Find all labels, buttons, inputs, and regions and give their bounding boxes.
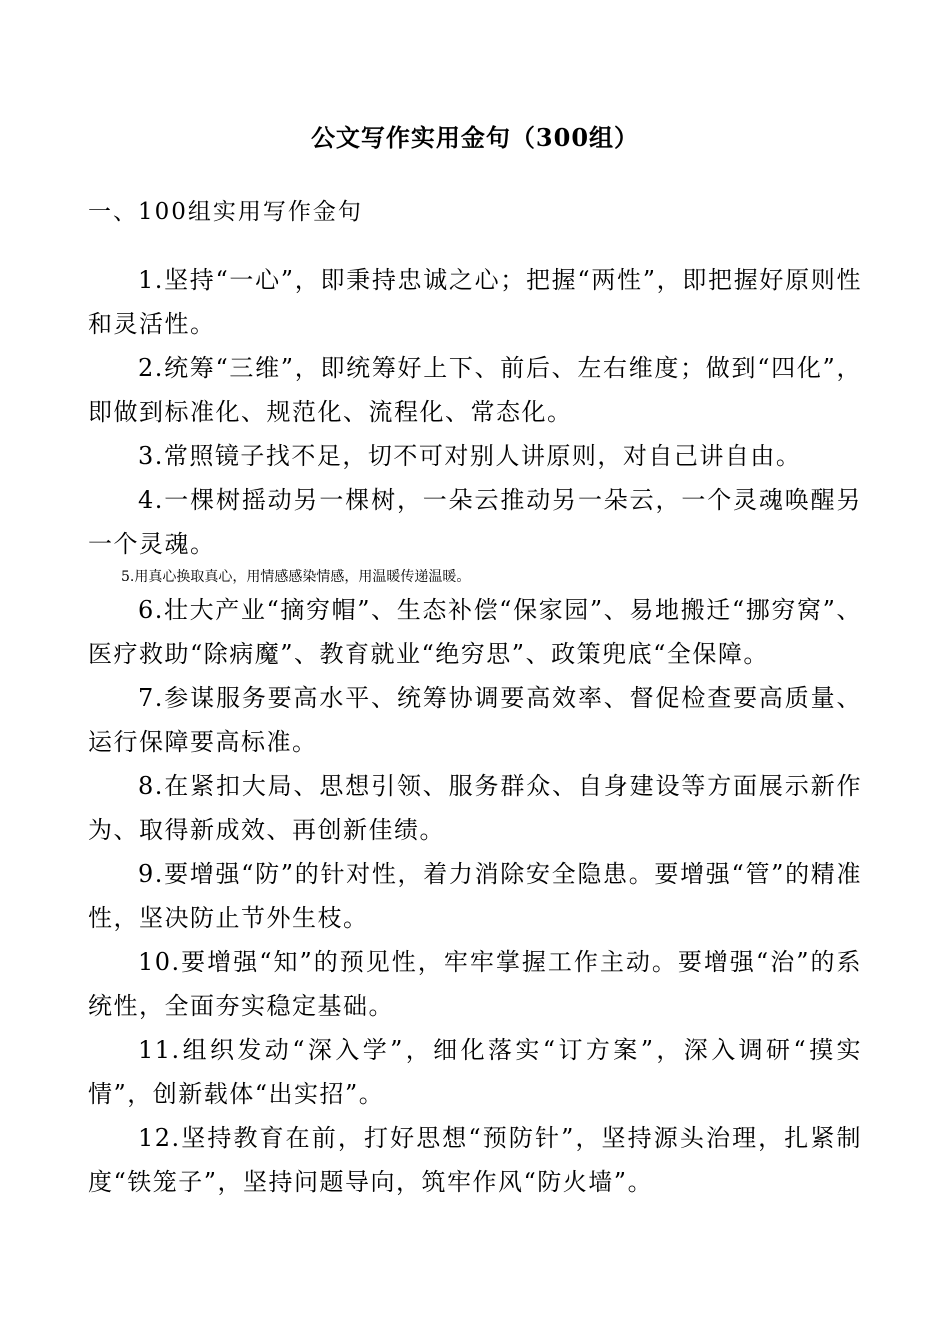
paragraph-2: 2.统筹“三维”，即统筹好上下、前后、左右维度；做到“四化”，即做到标准化、规范化、流程化、常态化。	[88, 354, 862, 426]
paragraph-9: 9.要增强“防”的针对性，着力消除安全隐患。要增强“管”的精准性，坚决防止节外生枝。	[88, 860, 862, 932]
document-body	[88, 258, 862, 1204]
section-heading: 一、100组实用写作金句	[88, 199, 363, 225]
paragraph-3: 3.常照镜子找不足，切不可对别人讲原则，对自己讲自由。	[138, 442, 802, 470]
paragraph-6: 6.壮大产业“摘穷帽”、生态补偿“保家园”、易地搬迁“挪穷窝”、医疗救助“除病魔”、教育就业“绝穷思”、政策兜底“全保障。	[88, 596, 862, 668]
document-title: 公文写作实用金句（300组）	[310, 123, 640, 152]
paragraph-4: 4.一棵树摇动另一棵树，一朵云推动另一朵云，一个灵魂唤醒另一个灵魂。	[88, 486, 862, 558]
paragraph-1: 1.坚持“一心”，即秉持忠诚之心；把握“两性”，即把握好原则性和灵活性。	[88, 266, 862, 338]
paragraph-5: 5.用真心换取真心，用情感感染情感，用温暖传递温暖。	[121, 569, 471, 585]
paragraph-12: 12.坚持教育在前，打好思想“预防针”，坚持源头治理，扎紧制度“铁笼子”，坚持问题导向，筑牢作风“防火墙”。	[88, 1124, 862, 1196]
paragraph-8: 8.在紧扣大局、思想引领、服务群众、自身建设等方面展示新作为、取得新成效、再创新佳绩。	[88, 772, 862, 844]
paragraph-11: 11.组织发动“深入学”，细化落实“订方案”，深入调研“摸实情”，创新载体“出实招”。	[88, 1036, 862, 1108]
paragraph-10: 10.要增强“知”的预见性，牢牢掌握工作主动。要增强“治”的系统性，全面夯实稳定基础。	[88, 948, 862, 1020]
paragraph-7: 7.参谋服务要高水平、统筹协调要高效率、督促检查要高质量、运行保障要高标准。	[88, 684, 862, 756]
